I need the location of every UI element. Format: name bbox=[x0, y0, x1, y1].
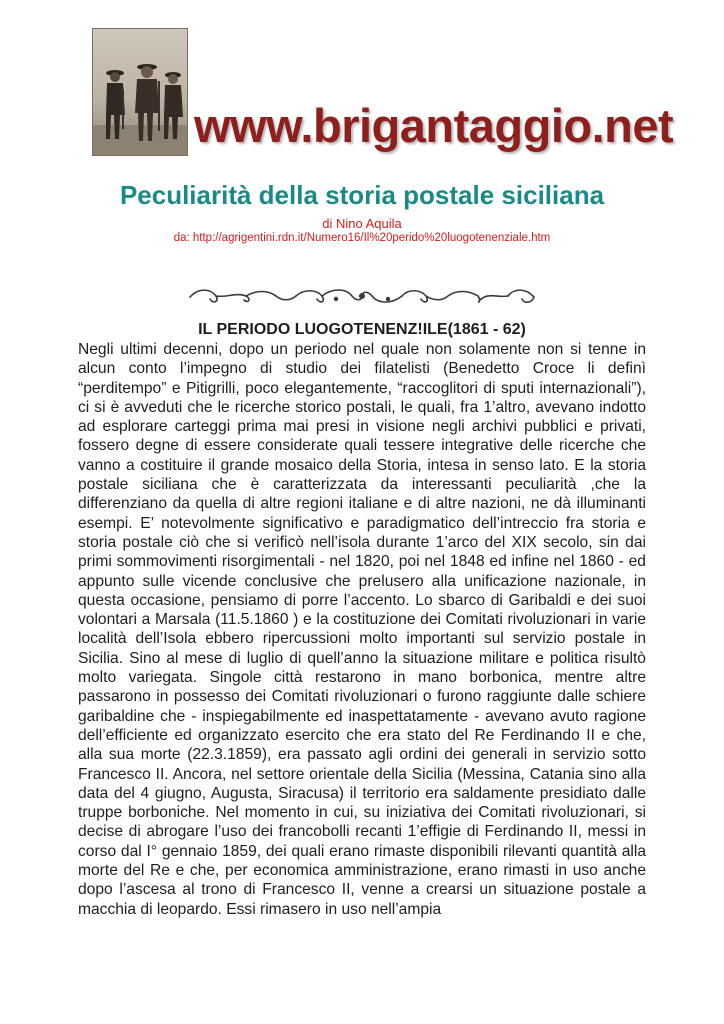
article-title: Peculiarità della storia postale siciliana bbox=[119, 180, 605, 210]
site-logo-text: www.brigantaggio.net bbox=[194, 99, 674, 152]
article-body: Negli ultimi decenni, dopo un periodo nel quale non solamente non si tenne in alcun conto l’impegno di studio dei filatelisti (Benedetto Croce li definì “perditempo” e Pitigrilli, poco elegantemente, “raccoglitori di sputi internazionali”), ci si è avveduti che le ricerche storico postali, le quali, fra 1’altro, avevano indotto ad esplorare carteggi prima mai presi in visione negli archivi pubblici e privati, fossero degne di essere considerate quali tessere integrative delle ricerche che vanno a costituire il grande mosaico della Storia, intesa in senso lato. E la storia postale siciliana che è caratterizzata da interessanti peculiarità ,che la differenziano da quella di altre regioni italiane e di altre nazioni, ne dà illuminanti esempi. E’ notevolmente significativo e paradigmatico dell’intreccio fra storia e storia postale ciò che si verificò nell’isola durante 1’arco del XIX secolo, sin dai primi sommovimenti risorgimentali - nel 1820, poi nel 1848 ed infine nel 1860 - ed appunto sulle vicende conclusive che prelusero alla unificazione nazionale, in questa occasione, pensiamo di porre l’accento. Lo sbarco di Garibaldi e dei suoi volontari a Marsala (11.5.1860 ) e la costituzione dei Comitati rivoluzionari in varie località dell’Isola ebbero ripercussioni molto importanti sul servizio postale in Sicilia. Sino al mese di luglio di quell’anno la situazione militare e politica risultò molto variegata. Singole città restarono in mano borbonica, mentre altre passarono in possesso dei Comitati rivoluzionari o furono raggiunte dalle schiere garibaldine che - inspiegabilmente ed inaspettatamente - avevano avuto ragione dell’efficiente ed organizzato esercito che era stato del Re Ferdinando II e che, alla sua morte (22.3.1859), era passato agli ordini dei generali in servizio sotto Francesco II. Ancora, nel settore orientale della Sicilia (Messina, Catania sino alla data del 4 giugno, Augusta, Siracusa) il territorio era saldamente presidiato dalle truppe borboniche. Nel momento in cui, su iniziativa dei Comitati rivoluzionari, si decise di abrogare l’uso dei francobolli recanti 1’effigie di Ferdinando II, messi in corso dal I° gennaio 1859, dei quali erano rimaste disponibili rilevanti quantità alla morte del Re e che, per economica amministrazione, erano rimasti in uso anche dopo l’ascesa al trono di Francesco II, venne a crearsi un situazione postale a macchia di leopardo. Essi rimasero in uso nell’ampia bbox=[78, 341, 646, 918]
section-heading: IL PERIODO LUOGOTENENZ!ILE(1861 - 62) bbox=[198, 321, 526, 338]
article-author: di Nino Aquila bbox=[322, 216, 402, 231]
article-source-link[interactable]: da: http://agrigentini.rdn.it/Numero16/Il%20perido%20luogotenenziale.htm bbox=[173, 232, 551, 244]
site-header bbox=[92, 28, 674, 160]
historic-photo-icon bbox=[92, 28, 188, 156]
decorative-divider-icon bbox=[186, 284, 538, 308]
